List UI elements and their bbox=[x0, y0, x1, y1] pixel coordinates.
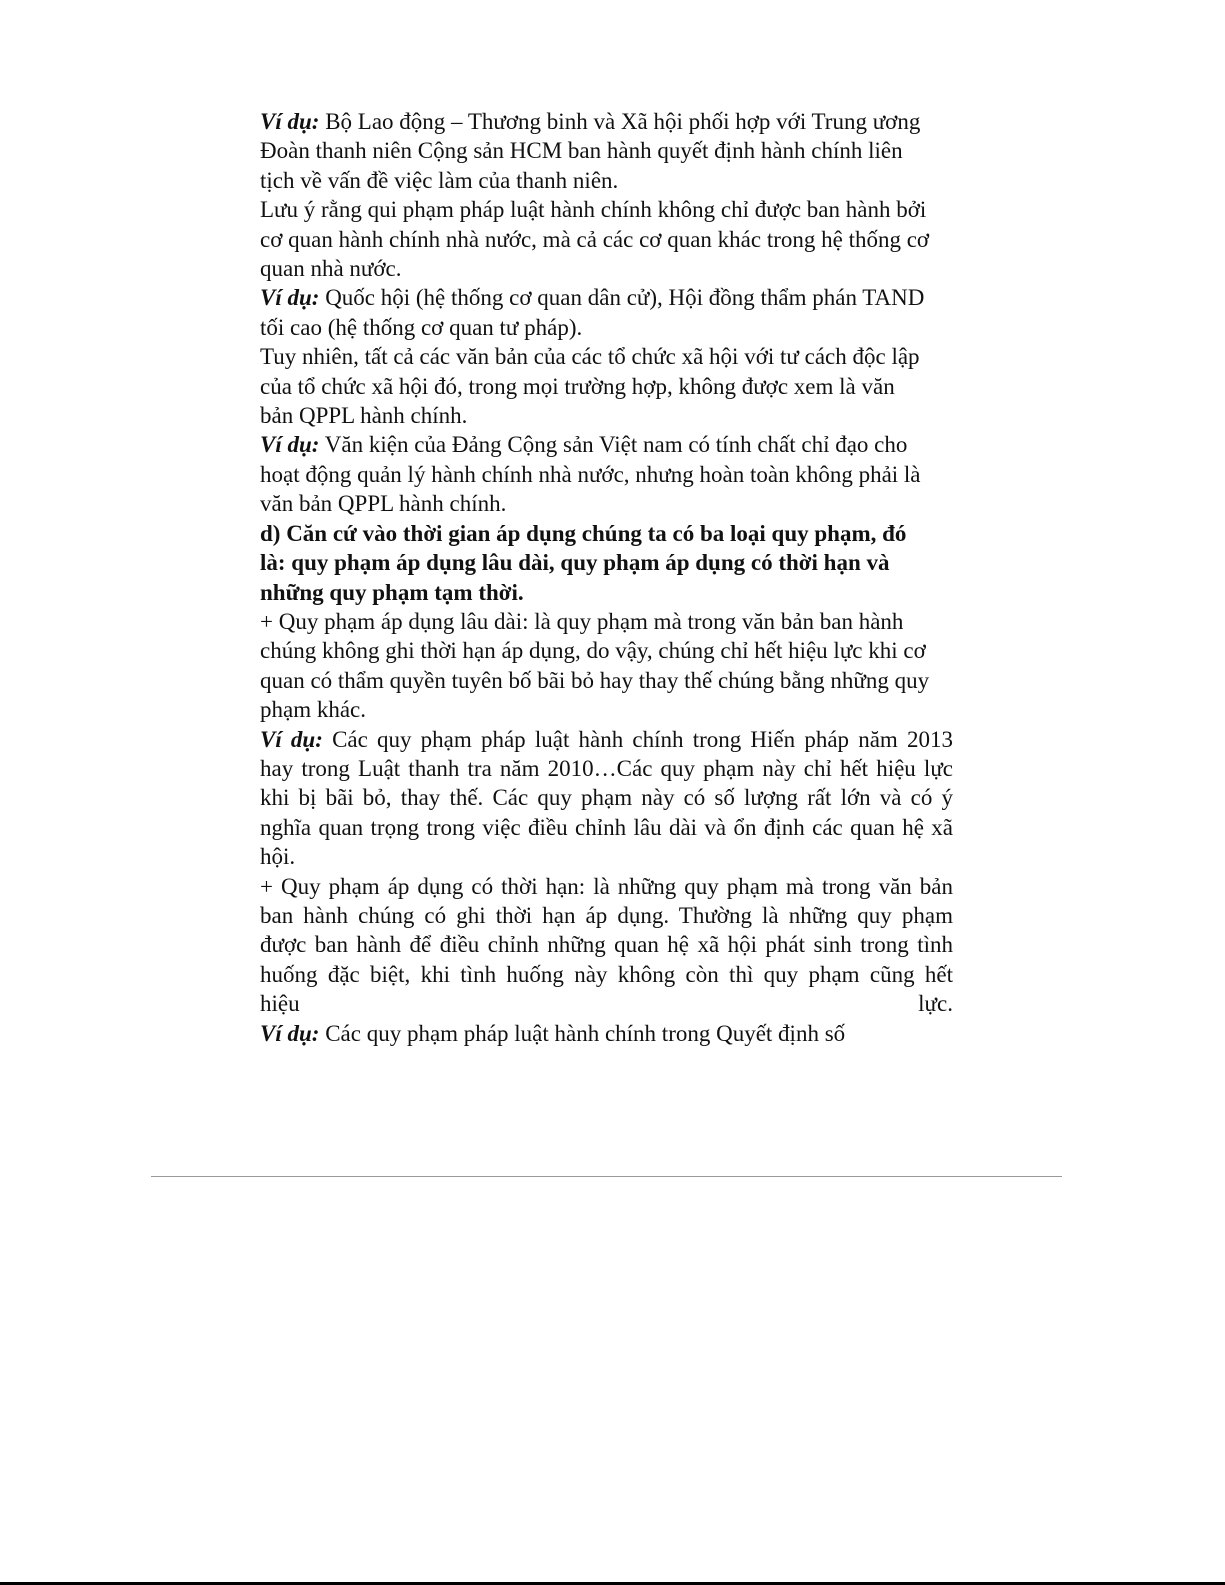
example-label: Ví dụ: bbox=[260, 285, 320, 311]
text-line: huống đặc biệt, khi tình huống này không còn thì quy phạm cũng hết bbox=[260, 961, 953, 987]
example-label: Ví dụ: bbox=[260, 432, 320, 458]
text-line: được ban hành để điều chỉnh những quan hệ xã hội phát sinh trong tình bbox=[260, 932, 953, 958]
text-line: Lưu ý rằng qui phạm pháp luật hành chính không chỉ được ban hành bởi bbox=[260, 197, 927, 223]
document-body bbox=[260, 107, 953, 1048]
text-line: văn bản QPPL hành chính. bbox=[260, 491, 507, 517]
section-heading-line: d) Căn cứ vào thời gian áp dụng chúng ta có ba loại quy phạm, đó bbox=[260, 520, 907, 546]
text-line: + Quy phạm áp dụng có thời hạn: là những quy phạm mà trong văn bản bbox=[260, 873, 953, 899]
text-line: hiệu lực. bbox=[260, 991, 953, 1017]
text-line: khi bị bãi bỏ, thay thế. Các quy phạm này có số lượng rất lớn và có ý bbox=[260, 785, 953, 811]
section-heading-line: những quy phạm tạm thời. bbox=[260, 579, 524, 605]
text-line: Ví dụ: Các quy phạm pháp luật hành chính trong Hiến pháp năm 2013 bbox=[260, 726, 953, 752]
text-line: Tuy nhiên, tất cả các văn bản của các tổ chức xã hội với tư cách độc lập bbox=[260, 344, 920, 370]
example-label: Ví dụ: bbox=[260, 726, 323, 752]
example-label: Ví dụ: bbox=[260, 1020, 320, 1046]
text-line: hoạt động quản lý hành chính nhà nước, nhưng hoàn toàn không phải là bbox=[260, 461, 921, 487]
text-line: cơ quan hành chính nhà nước, mà cả các cơ quan khác trong hệ thống cơ bbox=[260, 226, 930, 252]
text-line: bản QPPL hành chính. bbox=[260, 403, 468, 429]
text-line: tịch về vấn đề việc làm của thanh niên. bbox=[260, 167, 619, 193]
text-line: Ví dụ: Bộ Lao động – Thương binh và Xã hội phối hợp với Trung ương bbox=[260, 109, 921, 134]
page-divider bbox=[151, 1176, 1062, 1177]
text-line: Ví dụ: Các quy phạm pháp luật hành chính trong Quyết định số bbox=[260, 1020, 846, 1046]
text-line: Ví dụ: Văn kiện của Đảng Cộng sản Việt nam có tính chất chỉ đạo cho bbox=[260, 432, 908, 458]
text-line: ban hành chúng có ghi thời hạn áp dụng. Thường là những quy phạm bbox=[260, 902, 953, 928]
text-line: nghĩa quan trọng trong việc điều chỉnh lâu dài và ổn định các quan hệ xã bbox=[260, 814, 953, 840]
text-line: quan có thẩm quyền tuyên bố bãi bỏ hay thay thế chúng bằng những quy bbox=[260, 667, 930, 693]
text-line: Ví dụ: Quốc hội (hệ thống cơ quan dân cử), Hội đồng thẩm phán TAND bbox=[260, 285, 925, 311]
example-label: Ví dụ: bbox=[260, 109, 320, 134]
text-line: tối cao (hệ thống cơ quan tư pháp). bbox=[260, 314, 583, 340]
text-line: quan nhà nước. bbox=[260, 256, 402, 282]
text-line: Đoàn thanh niên Cộng sản HCM ban hành quyết định hành chính liên bbox=[260, 138, 903, 164]
text-line: phạm khác. bbox=[260, 697, 367, 723]
text-line: hay trong Luật thanh tra năm 2010…Các quy phạm này chỉ hết hiệu lực bbox=[260, 755, 953, 781]
text-line: chúng không ghi thời hạn áp dụng, do vậy, chúng chỉ hết hiệu lực khi cơ bbox=[260, 638, 926, 664]
text-line: hội. bbox=[260, 844, 296, 870]
text-line: của tổ chức xã hội đó, trong mọi trường hợp, không được xem là văn bbox=[260, 373, 895, 399]
text-line: + Quy phạm áp dụng lâu dài: là quy phạm mà trong văn bản ban hành bbox=[260, 608, 904, 634]
section-heading-line: là: quy phạm áp dụng lâu dài, quy phạm áp dụng có thời hạn và bbox=[260, 550, 890, 576]
